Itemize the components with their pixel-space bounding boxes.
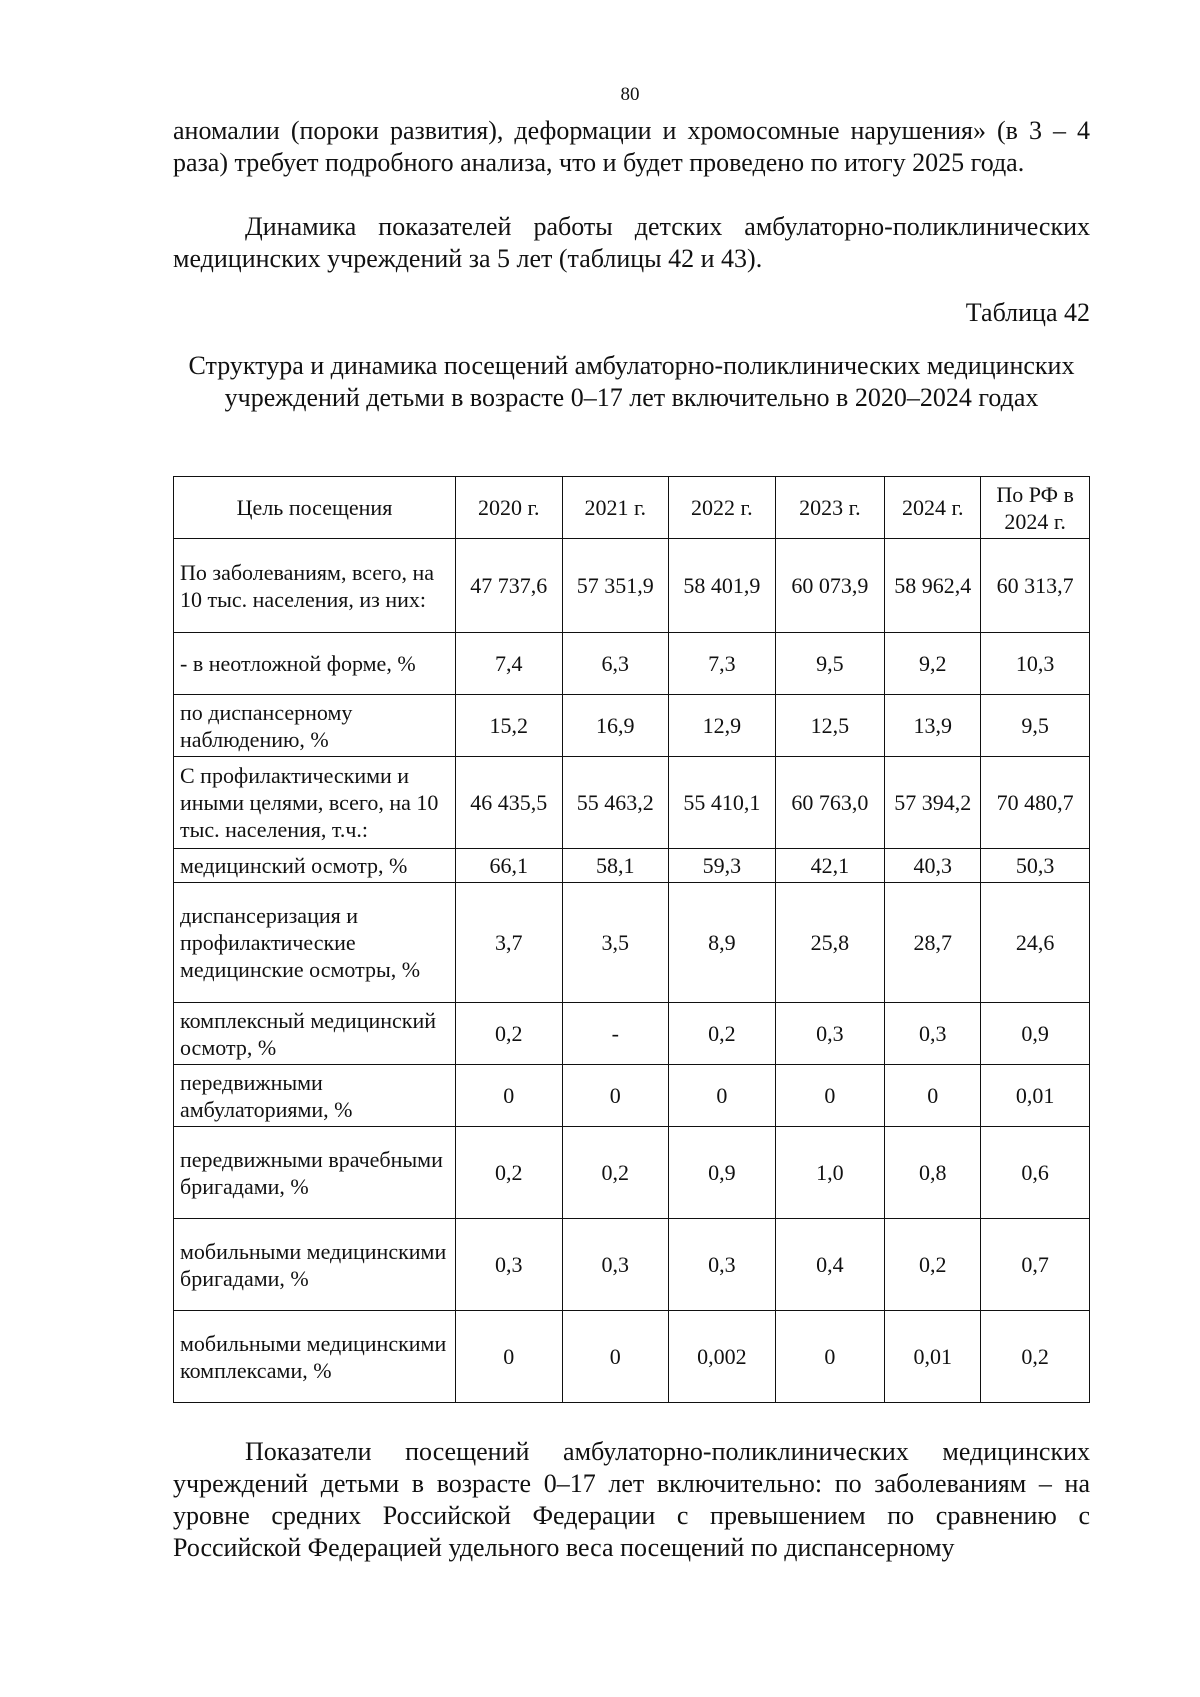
header-2023: 2023 г. — [775, 477, 885, 539]
table-row — [174, 1003, 1090, 1065]
cell-value: 0,4 — [775, 1219, 885, 1311]
cell-value: 0 — [775, 1065, 885, 1127]
paragraph-intro: аномалии (пороки развития), деформации и хромосомные нарушения» (в 3 – 4 раза) требует подробного анализа, что и будет проведено по итогу 2025 года. — [173, 116, 1090, 177]
cell-value: 16,9 — [562, 695, 669, 757]
row-label: С профилактическими и иными целями, всего, на 10 тыс. населения, т.ч.: — [174, 757, 456, 849]
row-label: медицинский осмотр, % — [174, 849, 456, 883]
cell-value: 0,01 — [981, 1065, 1090, 1127]
cell-value: 0,9 — [669, 1127, 776, 1219]
cell-value: 0 — [456, 1065, 563, 1127]
cell-value: - — [562, 1003, 669, 1065]
cell-value: 42,1 — [775, 849, 885, 883]
cell-value: 0,3 — [885, 1003, 981, 1065]
cell-value: 12,5 — [775, 695, 885, 757]
cell-value: 60 073,9 — [775, 539, 885, 633]
cell-value: 9,5 — [981, 695, 1090, 757]
cell-value: 55 410,1 — [669, 757, 776, 849]
table-row — [174, 539, 1090, 633]
row-label: по диспансерному наблюдению, % — [174, 695, 456, 757]
table-title: Структура и динамика посещений амбулаторно-поликлинических медицинских учреждений детьми в возрасте 0–17 лет включительно в 2020–2024 годах — [188, 351, 1075, 412]
cell-value: 0 — [669, 1065, 776, 1127]
cell-value: 57 351,9 — [562, 539, 669, 633]
row-label: - в неотложной форме, % — [174, 633, 456, 695]
header-2022: 2022 г. — [669, 477, 776, 539]
cell-value: 0,2 — [456, 1127, 563, 1219]
cell-value: 50,3 — [981, 849, 1090, 883]
table-row — [174, 1065, 1090, 1127]
cell-value: 0 — [885, 1065, 981, 1127]
cell-value: 0,01 — [885, 1311, 981, 1403]
cell-value: 0,2 — [669, 1003, 776, 1065]
cell-value: 12,9 — [669, 695, 776, 757]
cell-value: 0,2 — [885, 1219, 981, 1311]
cell-value: 10,3 — [981, 633, 1090, 695]
cell-value: 0,2 — [981, 1311, 1090, 1403]
table-row — [174, 757, 1090, 849]
cell-value: 1,0 — [775, 1127, 885, 1219]
table-row — [174, 1219, 1090, 1311]
cell-value: 58,1 — [562, 849, 669, 883]
cell-value: 59,3 — [669, 849, 776, 883]
cell-value: 47 737,6 — [456, 539, 563, 633]
row-label: мобильными медицинскими бригадами, % — [174, 1219, 456, 1311]
cell-value: 24,6 — [981, 883, 1090, 1003]
cell-value: 55 463,2 — [562, 757, 669, 849]
cell-value: 0,7 — [981, 1219, 1090, 1311]
cell-value: 0 — [562, 1311, 669, 1403]
paragraph-dynamics: Динамика показателей работы детских амбулаторно-поликлинических медицинских учреждений за 5 лет (таблицы 42 и 43). — [173, 212, 1090, 273]
cell-value: 8,9 — [669, 883, 776, 1003]
row-label: По заболеваниям, всего, на 10 тыс. населения, из них: — [174, 539, 456, 633]
cell-value: 0,8 — [885, 1127, 981, 1219]
header-purpose: Цель посещения — [174, 477, 456, 539]
row-label: мобильными медицинскими комплексами, % — [174, 1311, 456, 1403]
header-2021: 2021 г. — [562, 477, 669, 539]
row-label: комплексный медицинский осмотр, % — [174, 1003, 456, 1065]
cell-value: 0 — [456, 1311, 563, 1403]
cell-value: 0,3 — [669, 1219, 776, 1311]
cell-value: 60 313,7 — [981, 539, 1090, 633]
cell-value: 6,3 — [562, 633, 669, 695]
table-row — [174, 633, 1090, 695]
cell-value: 60 763,0 — [775, 757, 885, 849]
cell-value: 58 401,9 — [669, 539, 776, 633]
table-row — [174, 1311, 1090, 1403]
paragraph-summary: Показатели посещений амбулаторно-поликлинических медицинских учреждений детьми в возрасте 0–17 лет включительно: по заболеваниям – на уровне средних Российской Федерации с превышением по сравнению с Российской Федерацией удельного веса посещений по диспансерному — [173, 1437, 1090, 1562]
cell-value: 58 962,4 — [885, 539, 981, 633]
cell-value: 0,3 — [562, 1219, 669, 1311]
table-row — [174, 849, 1090, 883]
cell-value: 7,4 — [456, 633, 563, 695]
cell-value: 0,002 — [669, 1311, 776, 1403]
header-2024: 2024 г. — [885, 477, 981, 539]
cell-value: 28,7 — [885, 883, 981, 1003]
header-2020: 2020 г. — [456, 477, 563, 539]
cell-value: 0 — [562, 1065, 669, 1127]
cell-value: 70 480,7 — [981, 757, 1090, 849]
header-rf-2024: По РФ в 2024 г. — [981, 477, 1090, 539]
cell-value: 0,3 — [775, 1003, 885, 1065]
cell-value: 3,7 — [456, 883, 563, 1003]
cell-value: 40,3 — [885, 849, 981, 883]
cell-value: 0 — [775, 1311, 885, 1403]
table-row — [174, 883, 1090, 1003]
cell-value: 9,5 — [775, 633, 885, 695]
cell-value: 7,3 — [669, 633, 776, 695]
cell-value: 0,2 — [562, 1127, 669, 1219]
visits-table — [173, 476, 1090, 1403]
cell-value: 15,2 — [456, 695, 563, 757]
table-row — [174, 695, 1090, 757]
cell-value: 0,6 — [981, 1127, 1090, 1219]
cell-value: 57 394,2 — [885, 757, 981, 849]
cell-value: 0,3 — [456, 1219, 563, 1311]
table-label: Таблица 42 — [965, 298, 1090, 327]
cell-value: 9,2 — [885, 633, 981, 695]
table-row — [174, 1127, 1090, 1219]
cell-value: 46 435,5 — [456, 757, 563, 849]
table-header-row — [174, 477, 1090, 539]
row-label: передвижными врачебными бригадами, % — [174, 1127, 456, 1219]
cell-value: 13,9 — [885, 695, 981, 757]
cell-value: 3,5 — [562, 883, 669, 1003]
cell-value: 0,2 — [456, 1003, 563, 1065]
cell-value: 66,1 — [456, 849, 563, 883]
cell-value: 0,9 — [981, 1003, 1090, 1065]
row-label: диспансеризация и профилактические медицинские осмотры, % — [174, 883, 456, 1003]
row-label: передвижными амбулаториями, % — [174, 1065, 456, 1127]
page-number: 80 — [620, 84, 640, 105]
cell-value: 25,8 — [775, 883, 885, 1003]
